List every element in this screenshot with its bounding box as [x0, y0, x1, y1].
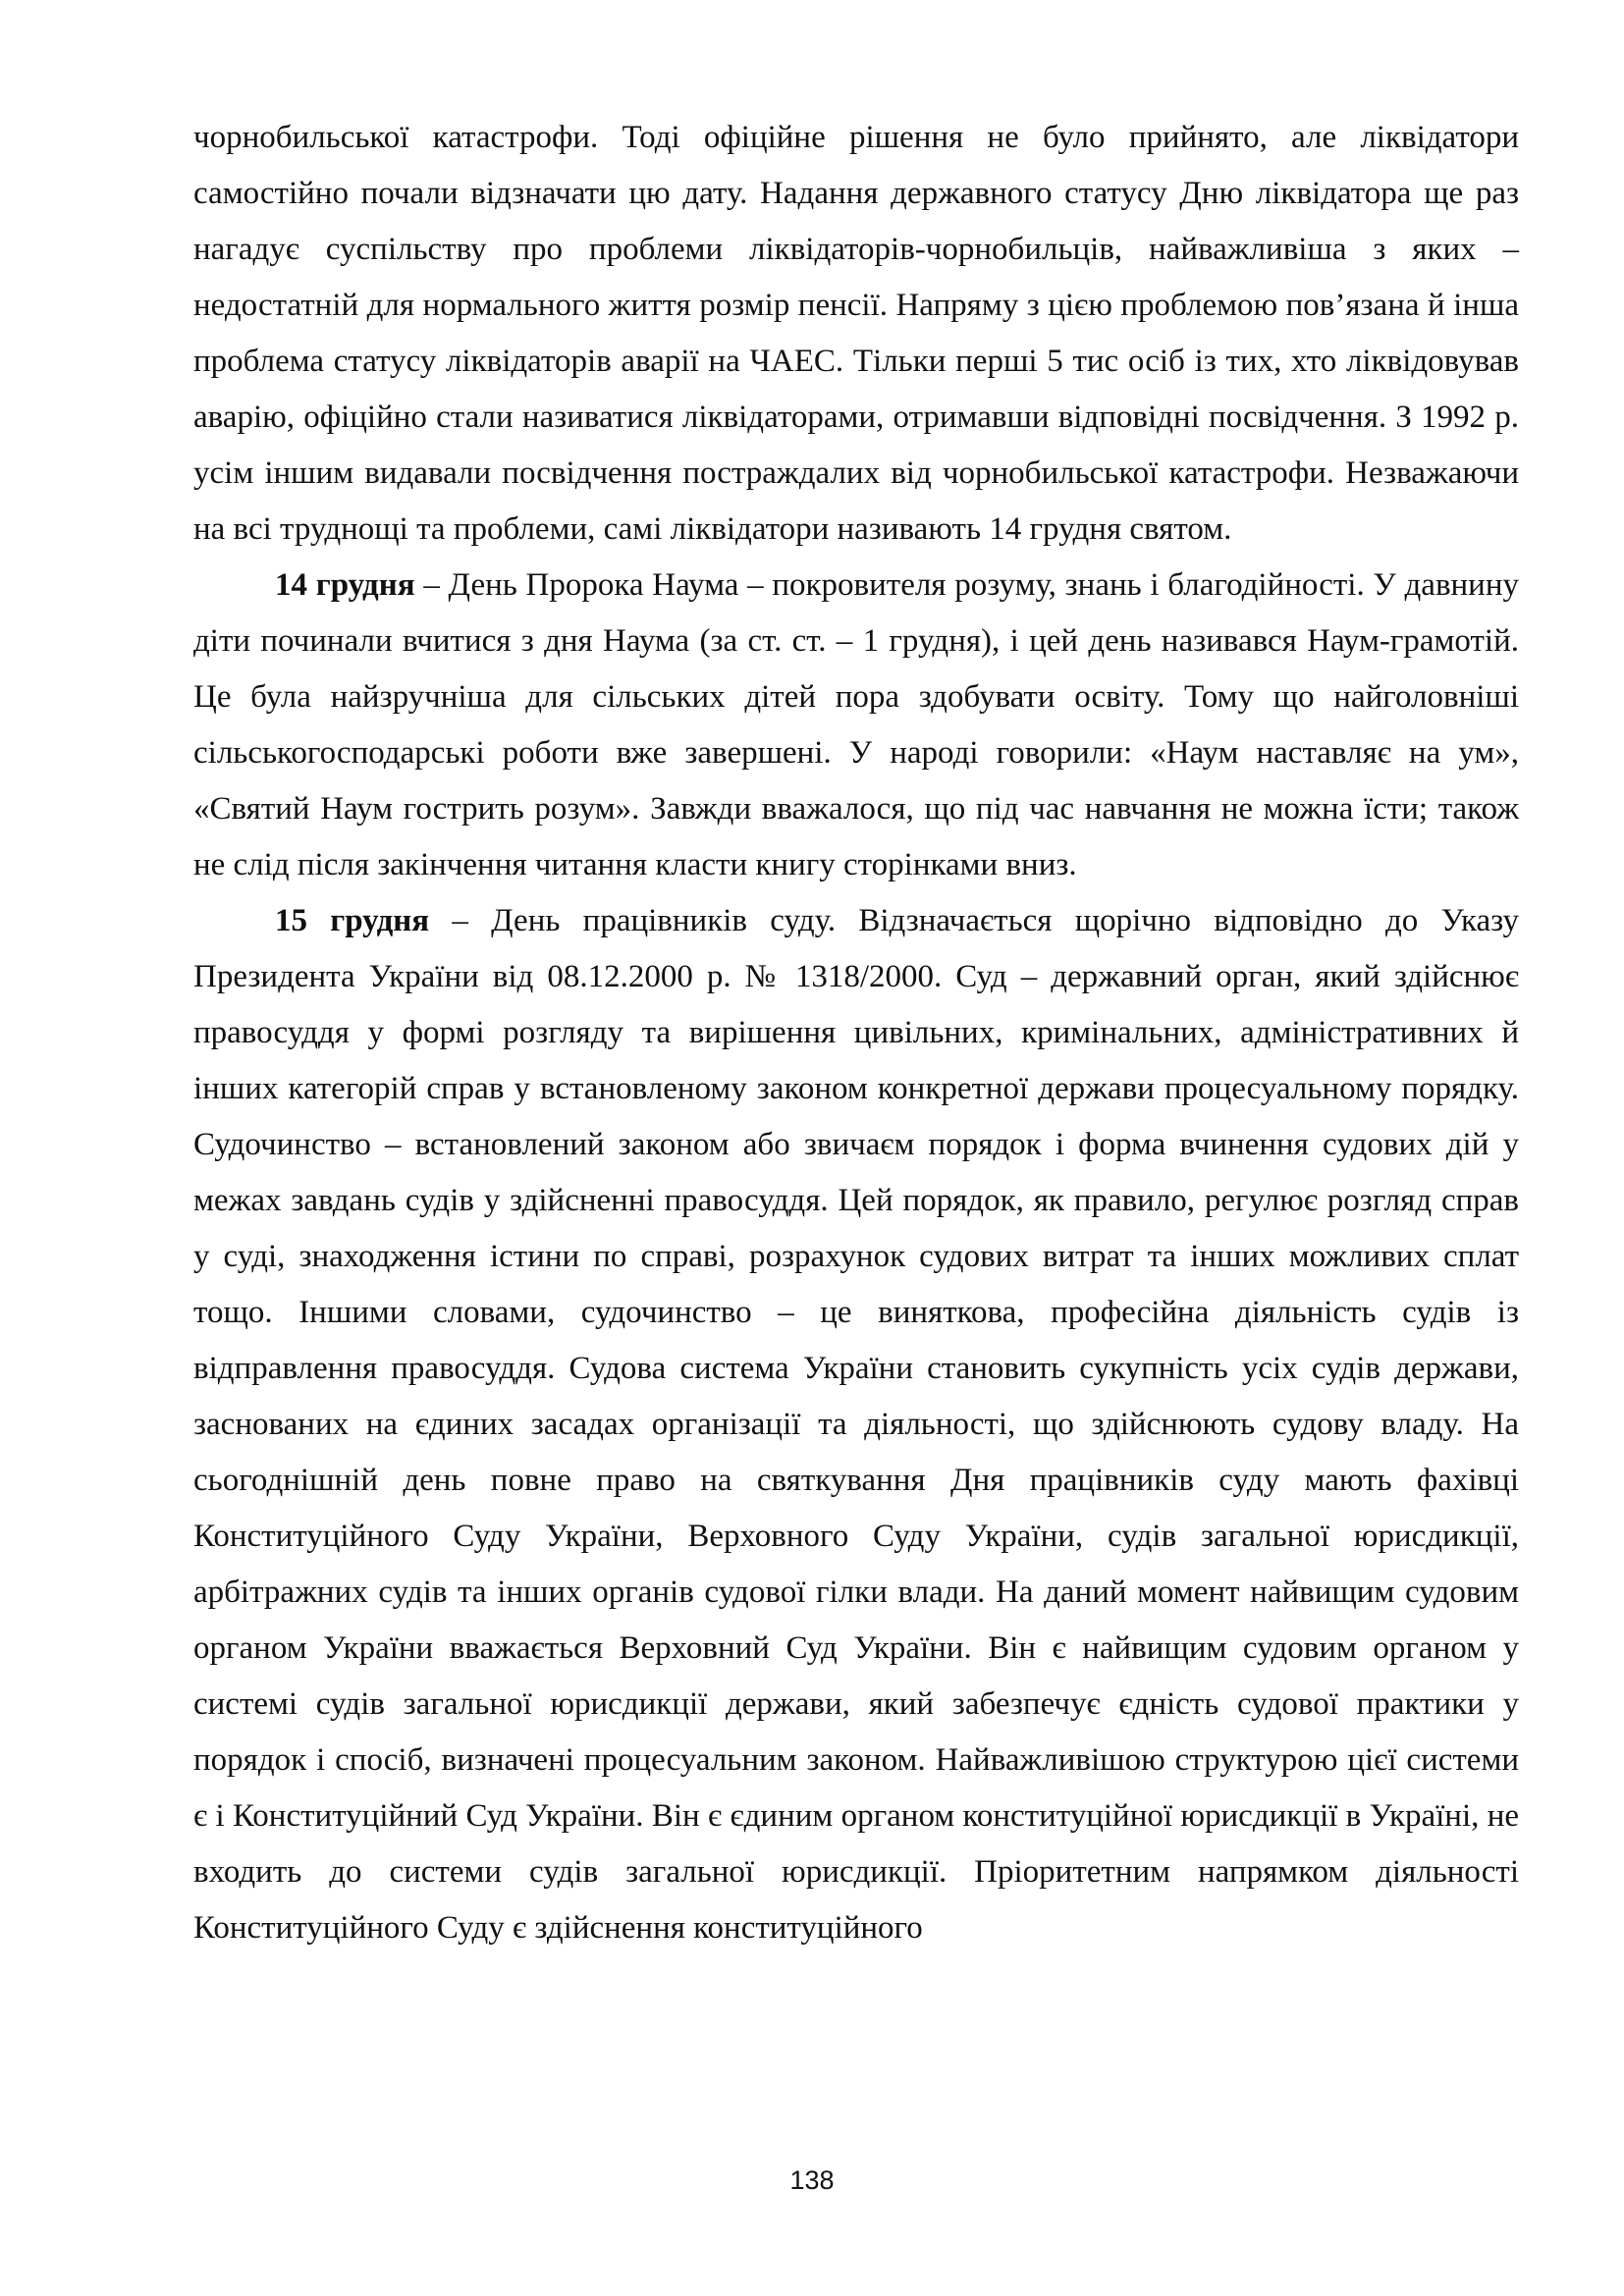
paragraph-dec-15 — [193, 893, 1519, 1956]
page-number: 138 — [789, 2165, 835, 2195]
paragraph-text: – День Пророка Наума – покровителя розуму, знань і благодійності. У давнину діти починали вчитися з дня Наума (за ст. ст. – 1 грудня), і цей день називався Наум-грамотій. Це була найзручніша для сільських дітей пора здобувати освіту. Тому що найголовніші сільськогосподарські роботи вже завершені. У народі говорили: «Наум наставляє на ум», «Святий Наум гострить розум». Завжди вважалося, що під час навчання не можна їсти; також не слід після закінчення читання класти книгу сторінками вниз. — [193, 567, 1520, 882]
date-heading: 15 грудня — [275, 903, 430, 938]
date-heading: 14 грудня — [275, 567, 415, 603]
paragraph-text: – День працівників суду. Відзначається щорічно відповідно до Указу Президента України від 08.12.2000 р. № 1318/2000. Суд – державний орган, який здійснює правосуддя у формі розгляду та вирішення цивільних, кримінальних, адміністративних й інших категорій справ у встановленому законом конкретної держави процесуальному порядку. Судочинство – встановлений законом або звичаєм порядок і форма вчинення судових дій у межах завдань судів у здійсненні правосуддя. Цей порядок, як правило, регулює розгляд справ у суді, знаходження істини по справі, розрахунок судових витрат та інших можливих сплат тощо. Іншими словами, судочинство – це виняткова, професійна діяльність судів із відправлення правосуддя. Судова система України становить сукупність усіх судів держави, заснованих на єдиних засадах організації та діяльності, що здійснюють судову владу. На сьогоднішній день повне право на святкування Дня працівників суду мають фахівці Конституційного Суду України, Верховного Суду України, судів загальної юрисдикції, арбітражних судів та інших органів судової гілки влади. На даний момент найвищим судовим органом України вважається Верховний Суд України. Він є найвищим судовим органом у системі судів загальної юрисдикції держави, який забезпечує єдність судової практики у порядок і спосіб, визначені процесуальним законом. Найважливішою структурою цієї системи є і Конституційний Суд України. Він є єдиним органом конституційної юрисдикції в Україні, не входить до системи судів загальної юрисдикції. Пріоритетним напрямком діяльності Конституційного Суду є здійснення конституційного — [193, 903, 1519, 1946]
page-body — [193, 110, 1519, 1956]
paragraph-text: чорнобильської катастрофи. Тоді офіційне рішення не було прийнято, але ліквідатори самостійно почали відзначати цю дату. Надання державного статусу Дню ліквідатора ще раз нагадує суспільству про проблеми ліквідаторів-чорнобильців, найважливіша з яких – недостатній для нормального життя розмір пенсії. Напряму з цією проблемою пов’язана й інша проблема статусу ліквідаторів аварії на ЧАЕС. Тільки перші 5 тис осіб із тих, хто ліквідовував аварію, офіційно стали називатися ліквідаторами, отримавши відповідні посвідчення. З 1992 р. усім іншим видавали посвідчення постраждалих від чорнобильської катастрофи. Незважаючи на всі труднощі та проблеми, самі ліквідатори називають 14 грудня святом. — [193, 120, 1519, 547]
paragraph-dec-14 — [193, 558, 1519, 893]
paragraph-continuation — [193, 110, 1519, 558]
